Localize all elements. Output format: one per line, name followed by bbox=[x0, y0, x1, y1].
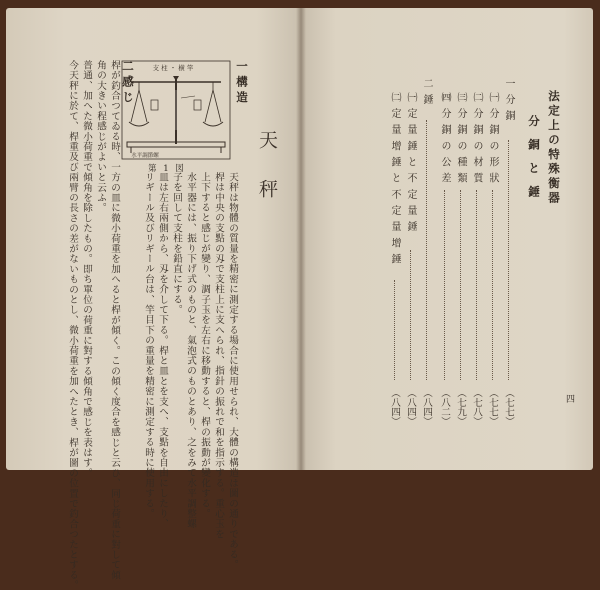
toc-leader bbox=[476, 190, 477, 380]
body-line: 水平器には、振り下げ式のものと、氣泡式のものとあり、之をみて水平調整螺 bbox=[185, 172, 196, 529]
chapter-title: 天秤 bbox=[256, 130, 278, 228]
toc-entry-page: （七九） bbox=[455, 388, 466, 427]
section-heading-sensitivity: 二感じ bbox=[121, 60, 135, 107]
page-number: 四 bbox=[566, 395, 576, 405]
figure-caption: 第 1 図 bbox=[148, 164, 186, 174]
toc-entry-label: 二 錘 bbox=[421, 78, 432, 106]
balance-figure bbox=[121, 60, 231, 160]
body-line: 子を回して支柱を鉛直にする。 bbox=[171, 172, 182, 315]
section-heading-structure: 一構造 bbox=[235, 60, 249, 107]
book-gutter bbox=[296, 8, 306, 470]
toc-entry-label: ㈠ 定 量 錘 と 不 定 量 錘 bbox=[405, 92, 416, 233]
toc-leader bbox=[508, 140, 509, 380]
body-line: リギール及びリギール台は、竿目下の重量を精密に測定する時に使用する。 bbox=[143, 172, 154, 519]
toc-leader bbox=[410, 250, 411, 380]
toc-entry-page: （八四） bbox=[389, 388, 400, 427]
body-line: 普通、加へた微小荷重で傾角を除したもの。即ち單位の荷重に對する傾角で感じを表はす。 bbox=[81, 60, 92, 479]
toc-leader bbox=[426, 120, 427, 380]
toc-leader bbox=[492, 190, 493, 380]
toc-leader bbox=[444, 190, 445, 380]
body-line: 天秤は物體の質量を精密に測定する場合に使用せられ、大體の構造は圖の通りである。 bbox=[227, 172, 238, 570]
toc-entry-label: ㈡ 定 量 增 錘 と 不 定 量 增 錘 bbox=[389, 92, 400, 266]
toc-entry-page: （八二） bbox=[439, 388, 450, 427]
body-line: 桿は中央の支點の刄で支柱上に支へられ、指針の振れで和を指示する。重心玉を bbox=[213, 172, 224, 540]
toc-subtitle: 分銅と錘 bbox=[527, 115, 541, 209]
toc-entry-page: （八四） bbox=[405, 388, 416, 427]
figure-label-top: 支 柱 ・ 横 竿 bbox=[152, 64, 194, 72]
figure-label-bottom: 水平調節螺 bbox=[131, 153, 159, 159]
toc-entry-label: 一 分 銅 bbox=[503, 78, 514, 122]
toc-entry-label: ㈠ 分 銅 の 形 狀 bbox=[487, 92, 498, 185]
body-line: 角の大きい程感じがよいと云ふ。 bbox=[95, 60, 106, 213]
toc-leader bbox=[394, 280, 395, 380]
toc-entry-page: （八四） bbox=[421, 388, 432, 427]
toc-entry-label: ㈣ 分 銅 の 公 差 bbox=[439, 92, 450, 185]
toc-leader bbox=[460, 190, 461, 380]
toc-entry-label: ㈢ 分 銅 の 種 類 bbox=[455, 92, 466, 185]
toc-entry-label: ㈡ 分 銅 の 材 質 bbox=[471, 92, 482, 185]
body-line: 皿は左右兩側から、刄を介して下る。桿と皿とを支へ、支點を自由にしたり、 bbox=[157, 172, 168, 529]
toc-entry-page: （七七） bbox=[487, 388, 498, 427]
toc-entry-page: （七七） bbox=[503, 388, 514, 427]
body-line: 今天秤に於て、桿重及び兩臂の長さの差がないものとし、微小荷重を加へたとき、桿が圖の位置で釣合つたとする。 bbox=[67, 60, 78, 590]
body-line: 上下すると感じが變り、調子玉を左右に移動すると、桿の振動が變化する。 bbox=[199, 172, 210, 519]
body-line: 桿が釣合つてゐる時、一方の皿に微小荷重を加へると桿が傾く。この傾く度合を感じと云ひ、同じ荷重に對して傾 bbox=[109, 60, 120, 581]
toc-title: 法定上の特殊衡器 bbox=[547, 90, 561, 206]
toc-entry-page: （七八） bbox=[471, 388, 482, 427]
